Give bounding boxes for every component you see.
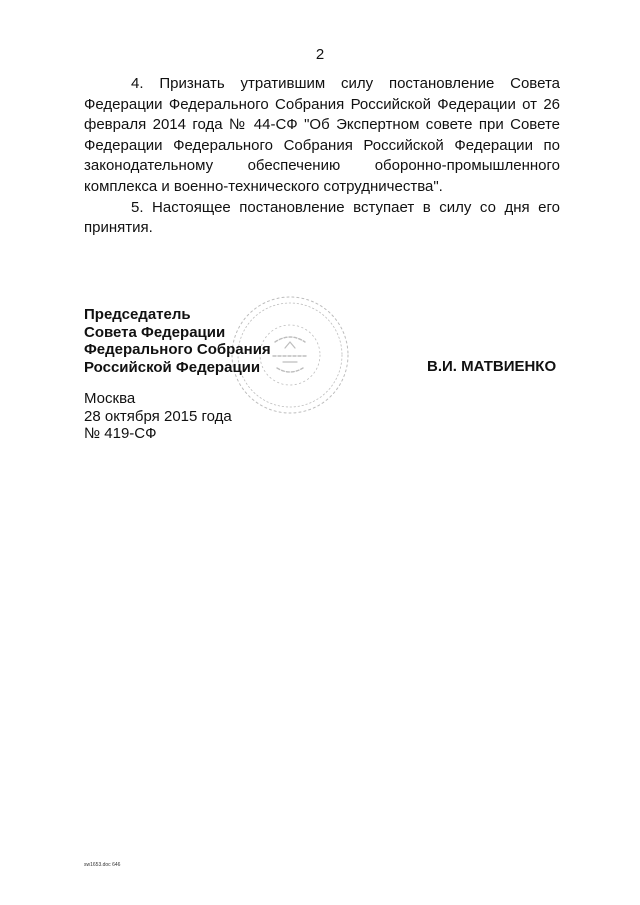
signer-name: В.И. МАТВИЕНКО [427, 358, 557, 375]
place: Москва [84, 390, 136, 407]
signature-line-4: Российской Федерации [84, 358, 261, 376]
place-date-block [84, 390, 232, 443]
page-number: 2 [315, 46, 325, 63]
resolution-number: № 419-СФ [84, 425, 157, 442]
signature-line-3: Федерального Собрания [84, 341, 271, 358]
document-body [84, 74, 560, 239]
paragraph-5: 5. Настоящее постановление вступает в силу со дня его принятия. [84, 198, 560, 237]
footer-code: sw1653.doc 646 [84, 862, 121, 868]
signature-block [84, 306, 271, 376]
paragraph-4: 4. Признать утратившим силу постановление Совета Федерации Федерального Собрания Российской Федерации от 26 февраля 2014 года № 44-СФ "Об Экспертном совете при Совете Федерации Федерального Собрания Российской Федерации по законодательному обеспечению оборонно-промышленного комплекса и военно-технического сотрудничества". [84, 75, 560, 195]
date: 28 октября 2015 года [84, 407, 232, 425]
signature-line-2: Совета Федерации [84, 323, 226, 341]
signature-line-1: Председатель [84, 306, 191, 323]
